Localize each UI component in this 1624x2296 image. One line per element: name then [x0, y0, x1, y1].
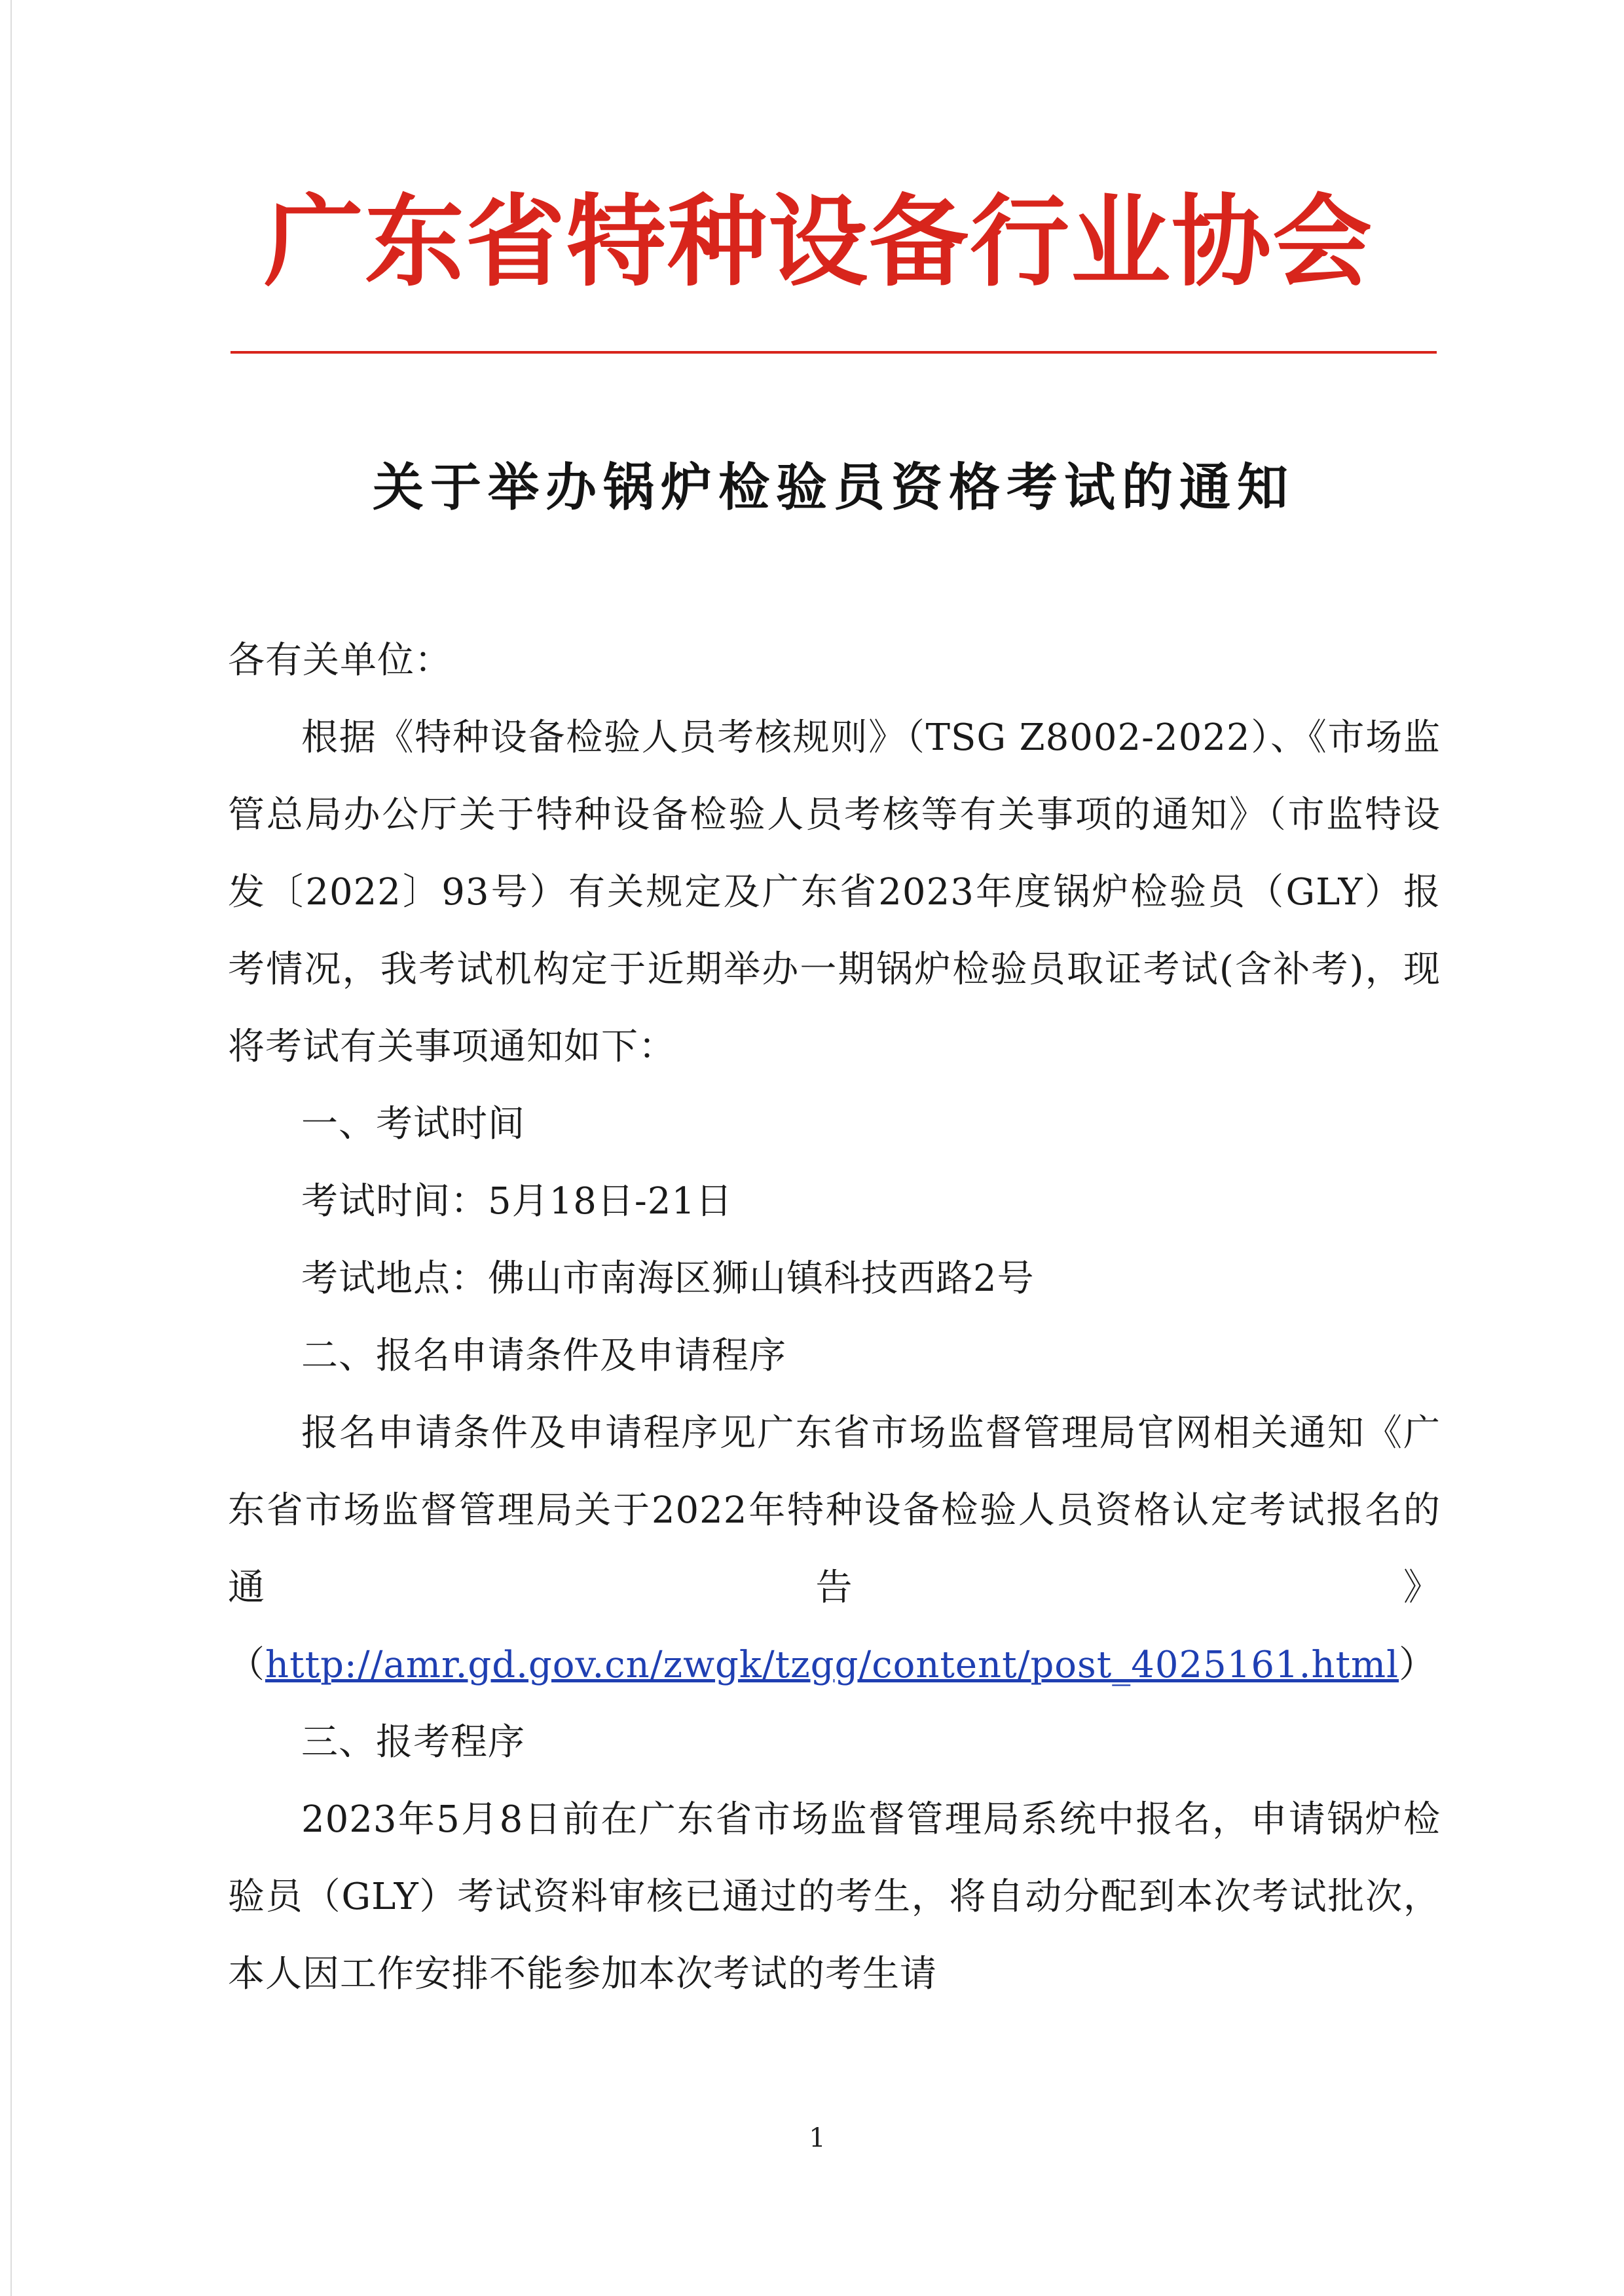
intro-paragraph: 根据《特种设备检验人员考核规则》（TSG Z8002-2022）、《市场监管总局办公厅关于特种设备检验人员考核等有关事项的通知》（市监特设发〔2022〕93号）有关规定及广东省2023年度锅炉检验员（GLY）报考情况，我考试机构定于近期举办一期锅炉检验员取证考试(含补考)，现将考试有关事项通知如下：: [228, 716, 1441, 1068]
section-heading-application: 二、报名申请条件及申请程序: [301, 1335, 786, 1377]
scan-edge-line: [10, 0, 12, 2296]
salutation: 各有关单位：: [228, 639, 452, 682]
header-divider: [231, 351, 1437, 354]
application-paragraph: 报名申请条件及申请程序见广东省市场监督管理局官网相关通知《广东省市场监督管理局关于2022年特种设备检验人员资格认定考试报名的通告》: [228, 1412, 1441, 1609]
exam-location: 考试地点：佛山市南海区狮山镇科技西路2号: [301, 1257, 1035, 1300]
notice-title: 关于举办锅炉检验员资格考试的通知: [372, 458, 1295, 517]
organization-header: 广东省特种设备行业协会: [264, 184, 1373, 300]
section-heading-exam-time: 一、考试时间: [301, 1103, 525, 1145]
link-open-paren: （: [228, 1644, 265, 1686]
section-heading-procedure: 三、报考程序: [301, 1721, 525, 1764]
page-number: 1: [809, 2123, 826, 2153]
notice-body: [228, 622, 1441, 2013]
link-close-paren: ）: [1399, 1644, 1437, 1686]
link-paragraph: [228, 1627, 1441, 1704]
exam-time: 考试时间：5月18日-21日: [301, 1180, 733, 1223]
announcement-link[interactable]: http://amr.gd.gov.cn/zwgk/tzgg/content/post_4025161.html: [265, 1644, 1399, 1686]
procedure-paragraph: 2023年5月8日前在广东省市场监督管理局系统中报名，申请锅炉检验员（GLY）考试资料审核已通过的考生，将自动分配到本次考试批次，本人因工作安排不能参加本次考试的考生请: [228, 1798, 1441, 1995]
